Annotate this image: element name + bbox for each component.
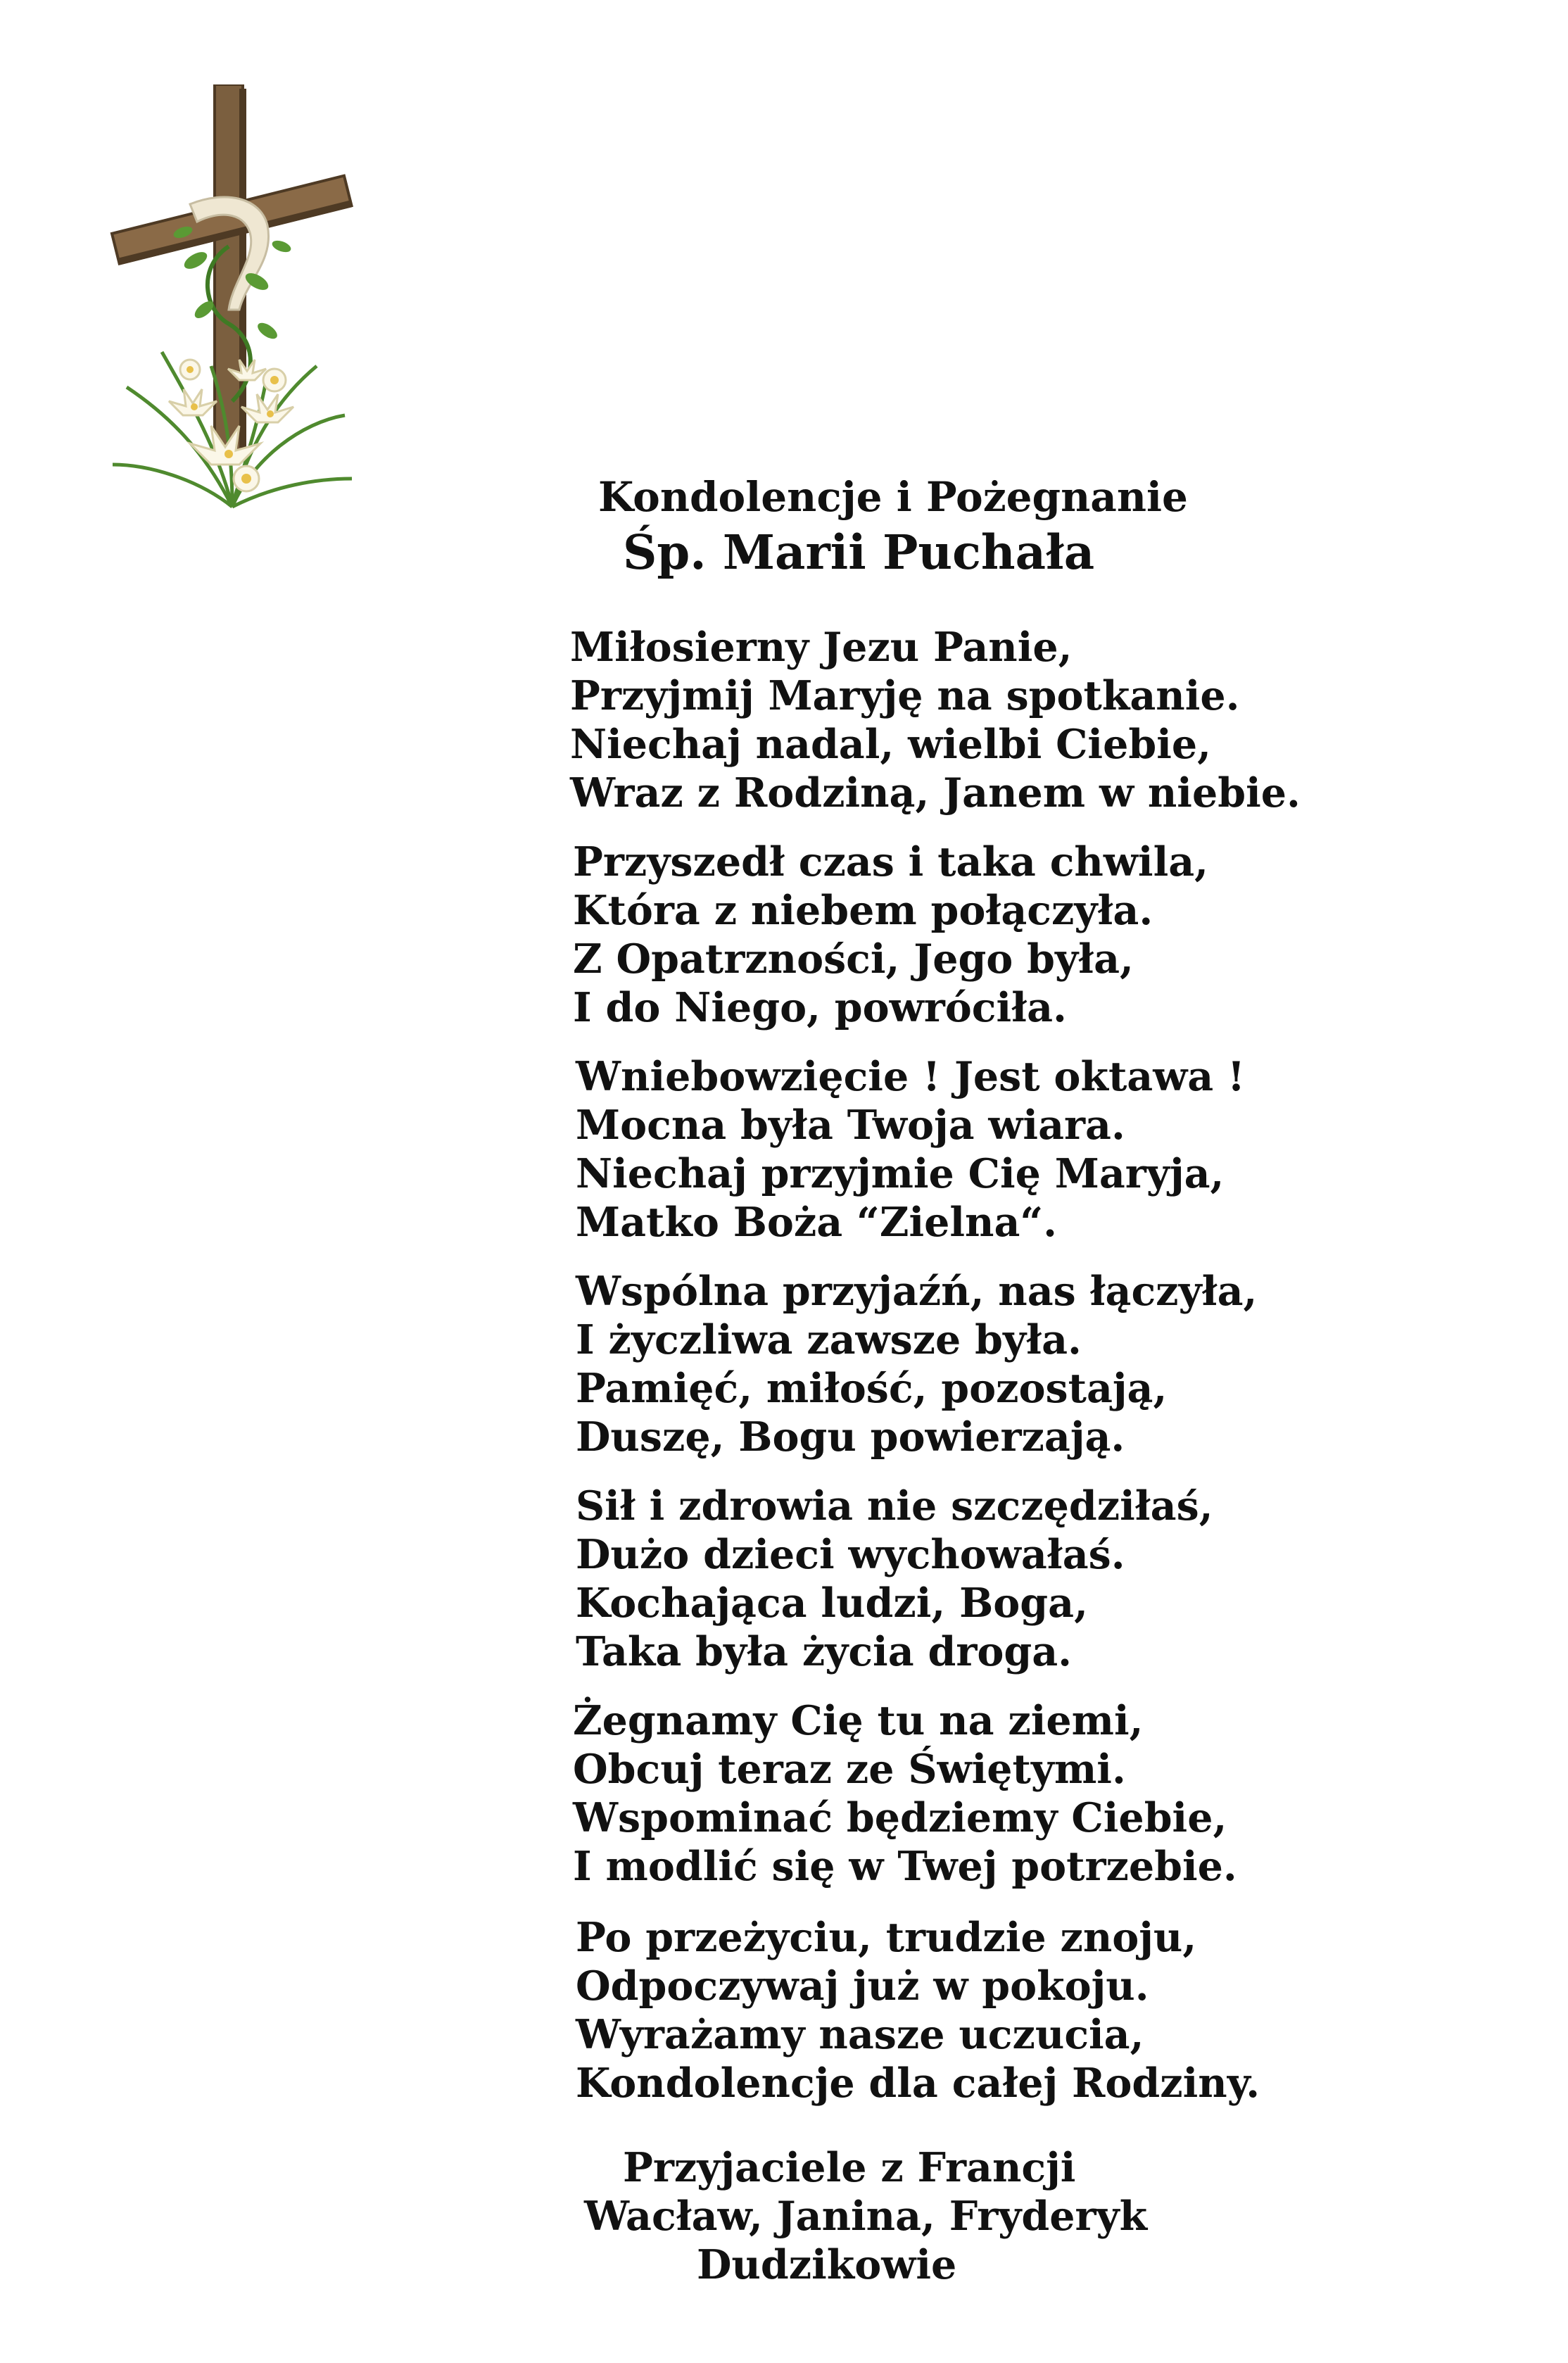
stanza (576, 1052, 1245, 1247)
poem-line: I modlić się w Twej potrzebie. (573, 1843, 1237, 1890)
poem-line: Po przeżyciu, trudzie znoju, (576, 1914, 1197, 1961)
stanza (573, 838, 1208, 1032)
stanza (576, 1913, 1260, 2107)
poem-line: Sił i zdrowia nie szczędziłaś, (576, 1482, 1213, 1530)
stanza (576, 1482, 1213, 1676)
poem-line: Wspólna przyjaźń, nas łączyła, (576, 1268, 1258, 1315)
poem-line: Mocna była Twoja wiara. (576, 1102, 1125, 1149)
poem-line: Wspominać będziemy Ciebie, (573, 1794, 1227, 1841)
poem-line: Miłosierny Jezu Panie, (570, 624, 1073, 671)
poem-line: Matko Boża “Zielna“. (576, 1199, 1058, 1246)
poem-line: Przyszedł czas i taka chwila, (573, 838, 1209, 886)
poem-line: Przyjmij Maryję na spotkanie. (570, 672, 1240, 719)
page-title: Kondolencje i Pożegnanie (598, 473, 1188, 521)
poem-line: Wniebowzięcie ! Jest oktawa ! (576, 1053, 1246, 1100)
poem-line: Pamięć, miłość, pozostają, (576, 1365, 1168, 1412)
poem-line: I do Niego, powróciła. (573, 984, 1067, 1031)
stanza (576, 1267, 1257, 1461)
stanza (573, 1696, 1237, 1891)
poem-line: Wraz z Rodziną, Janem w niebie. (570, 769, 1301, 817)
poem-line: Wyrażamy nasze uczucia, (576, 2011, 1144, 2058)
poem-line: Kondolencje dla całej Rodziny. (576, 2060, 1260, 2107)
signature (0, 2143, 1568, 2289)
signature-surname: Dudzikowie (697, 2241, 957, 2288)
poem-line: Kochająca ludzi, Boga, (576, 1580, 1088, 1627)
poem-line: Odpoczywaj już w pokoju. (576, 1962, 1149, 2010)
poem-line: Żegnamy Cię tu na ziemi, (573, 1697, 1144, 1744)
poem-line: Niechaj przyjmie Cię Maryja, (576, 1150, 1225, 1197)
poem-line: Z Opatrzności, Jego była, (573, 935, 1134, 983)
poem-line: Dużo dzieci wychowałaś. (576, 1531, 1125, 1578)
poem-line: Niechaj nadal, wielbi Ciebie, (570, 721, 1211, 768)
poem-line: Obcuj teraz ze Świętymi. (573, 1746, 1126, 1793)
poem-line: I życzliwa zawsze była. (576, 1316, 1082, 1363)
cross-with-lilies-icon (106, 84, 359, 514)
stanza (570, 623, 1301, 817)
poem-line: Taka była życia droga. (576, 1628, 1073, 1675)
signature-line: Przyjaciele z Francji (623, 2144, 1076, 2191)
page-subtitle: Śp. Marii Puchała (623, 524, 1095, 580)
poem-line: Duszę, Bogu powierzają. (576, 1413, 1125, 1461)
poem-line: Która z niebem połączyła. (573, 887, 1153, 934)
signature-names: Wacław, Janina, Fryderyk (584, 2193, 1148, 2240)
